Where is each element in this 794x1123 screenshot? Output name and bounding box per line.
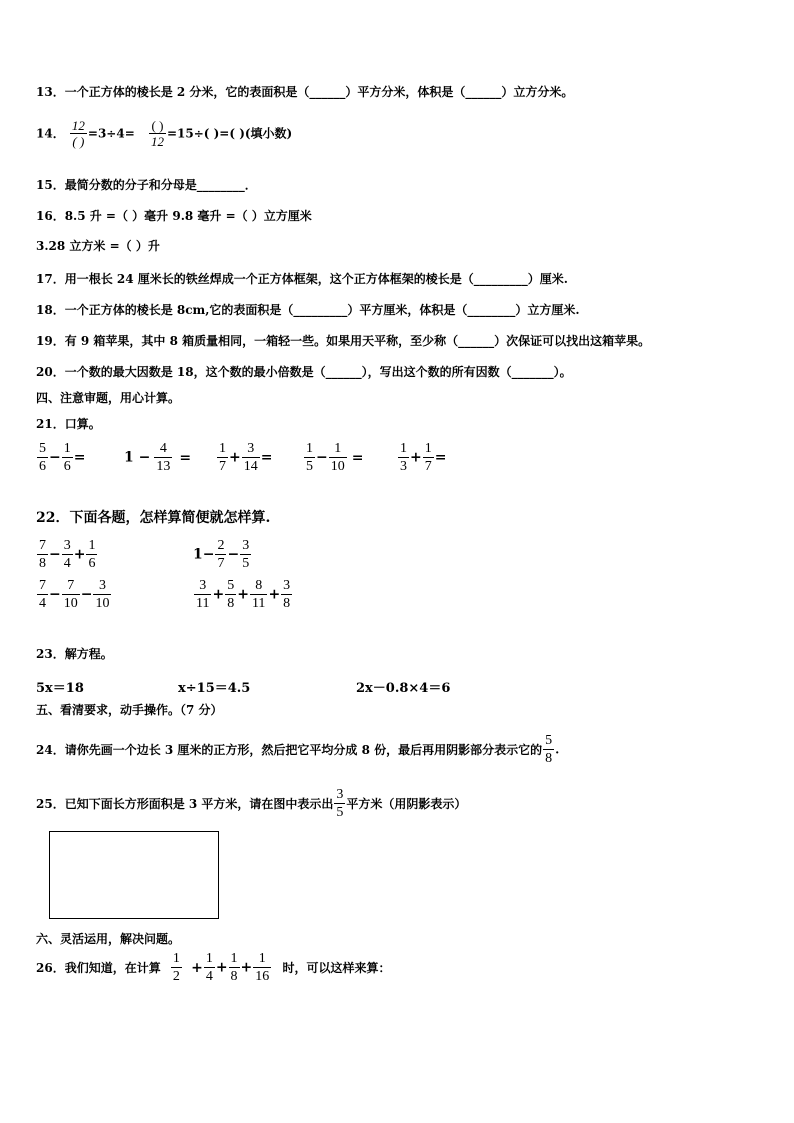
fraction: $\frac{1}{10}$: [330, 441, 345, 474]
fraction: $\frac{1}{7}$: [219, 441, 226, 474]
fraction: $\frac{7}{8}$: [39, 538, 46, 571]
q14-number: 14．: [36, 126, 65, 141]
q14-fraction-1: [70, 118, 87, 149]
fraction: $\frac{1}{2}$: [172, 951, 180, 984]
fraction: $\frac{4}{13}$: [156, 441, 171, 474]
q23-equation-2: x÷15＝4.5: [178, 681, 251, 696]
fraction: $\frac{1}{3}$: [400, 441, 407, 474]
fraction: $\frac{2}{7}$: [217, 538, 225, 571]
fraction: $\frac{1}{5}$: [306, 441, 313, 474]
fraction: $\frac{3}{14}$: [243, 441, 258, 474]
q21-expr-5: $\frac{1}{3}$ + $\frac{1}{7}$ =: [400, 441, 447, 474]
fraction: $\frac{3}{4}$: [63, 538, 71, 571]
question-14: [36, 118, 292, 149]
q22-expr-1: $\frac{7}{8}$ − $\frac{3}{4}$ + $\frac{1}{6}$: [39, 538, 96, 571]
q14-fraction-2: [149, 118, 166, 149]
question-18: 18．一个正方体的棱长是 8cm,它的表面积是（_________）平方厘米，体积是（________）立方厘米.: [36, 303, 580, 317]
section-4-heading: 四、注意审题，用心计算。: [36, 391, 181, 405]
q22-expr-3: $\frac{7}{4}$ − $\frac{7}{10}$ − $\frac{3}{10}$: [39, 578, 110, 611]
question-21-title: 21．口算。: [36, 417, 101, 431]
question-24: 24．请你先画一个边长 3 厘米的正方形，然后把它平均分成 8 份，最后再用阴影部分表示它的 $\frac{5}{8}$ .: [36, 733, 560, 766]
fraction: $\frac{1}{6}$: [88, 538, 96, 571]
answer-rectangle[interactable]: [49, 831, 219, 919]
question-13: 13．一个正方体的棱长是 2 分米，它的表面积是（______）平方分米，体积是（______）立方分米。: [36, 85, 574, 99]
question-16-b: 3.28 立方米 =（ ）升: [36, 239, 160, 253]
fraction-denominator: ( ): [72, 134, 85, 149]
section-6-heading: 六、灵活运用，解决问题。: [36, 932, 181, 946]
fraction-denominator: 12: [150, 134, 164, 149]
fraction: $\frac{5}{6}$: [39, 441, 46, 474]
fraction: $\frac{3}{11}$: [196, 578, 210, 611]
question-17: 17．用一根长 24 厘米长的铁丝焊成一个正方体框架，这个正方体框架的棱长是（_________）厘米.: [36, 272, 568, 286]
q22-expr-4: $\frac{3}{11}$ + $\frac{5}{8}$ + $\frac{8}{11}$ + $\frac{3}{8}$: [196, 578, 291, 611]
fraction: $\frac{1}{7}$: [424, 441, 432, 474]
fraction: $\frac{7}{10}$: [63, 578, 78, 611]
fraction: $\frac{8}{11}$: [251, 578, 266, 611]
fraction-numerator: ( ): [149, 118, 166, 134]
fraction: $\frac{1}{4}$: [205, 951, 213, 984]
q22-expr-2: 1− $\frac{2}{7}$ − $\frac{3}{5}$: [193, 538, 250, 571]
fraction: $\frac{3}{10}$: [95, 578, 110, 611]
question-26: 26．我们知道，在计算 $\frac{1}{2}$ + $\frac{1}{4}$ + $\frac{1}{8}$ + $\frac{1}{16}$ 时，可以这样来算：: [36, 951, 391, 984]
q14-eq1: =3÷4=: [87, 126, 135, 141]
q21-expr-2: 1 − $\frac{4}{13}$ =: [124, 441, 192, 474]
fraction: $\frac{1}{16}$: [255, 951, 270, 984]
fraction: $\frac{3}{8}$: [283, 578, 291, 611]
fraction: $\frac{5}{8}$: [227, 578, 235, 611]
question-15: 15．最简分数的分子和分母是________．: [36, 178, 257, 192]
q21-expr-3: $\frac{1}{7}$ + $\frac{3}{14}$ =: [219, 441, 273, 474]
question-16: 16．8.5 升 =（ ）毫升 9.8 毫升 =（ ）立方厘米: [36, 209, 312, 223]
question-22-title: 22．下面各题，怎样算简便就怎样算.: [36, 510, 271, 526]
question-19: 19．有 9 箱苹果，其中 8 箱质量相同，一箱轻一些。如果用天平称，至少称（______）次保证可以找出这箱苹果。: [36, 334, 651, 348]
q23-equation-3: 2x－0.8×4＝6: [356, 681, 451, 696]
q21-expr-4: $\frac{1}{5}$ − $\frac{1}{10}$ =: [306, 441, 364, 474]
fraction: $\frac{1}{6}$: [63, 441, 71, 474]
fraction: $\frac{3}{5}$: [242, 538, 250, 571]
fraction: $\frac{7}{4}$: [39, 578, 46, 611]
question-20: 20．一个数的最大因数是 18，这个数的最小倍数是（______），写出这个数的所有因数（_______）。: [36, 365, 572, 379]
question-25: 25．已知下面长方形面积是 3 平方米，请在图中表示出 $\frac{3}{5}$ 平方米（用阴影表示）: [36, 787, 467, 820]
fraction-numerator: 12: [71, 118, 85, 133]
q21-expr-1: $\frac{5}{6}$ − $\frac{1}{6}$ =: [39, 441, 86, 474]
q23-equation-1: 5x＝18: [36, 681, 84, 696]
q14-rest: =15÷( )=( )(填小数): [166, 126, 293, 141]
section-5-heading: 五、看清要求，动手操作。（7 分）: [36, 703, 223, 717]
fraction: $\frac{3}{5}$: [336, 787, 344, 820]
fraction: $\frac{5}{8}$: [545, 733, 553, 766]
question-23-title: 23．解方程。: [36, 647, 113, 661]
fraction: $\frac{1}{8}$: [230, 951, 238, 984]
